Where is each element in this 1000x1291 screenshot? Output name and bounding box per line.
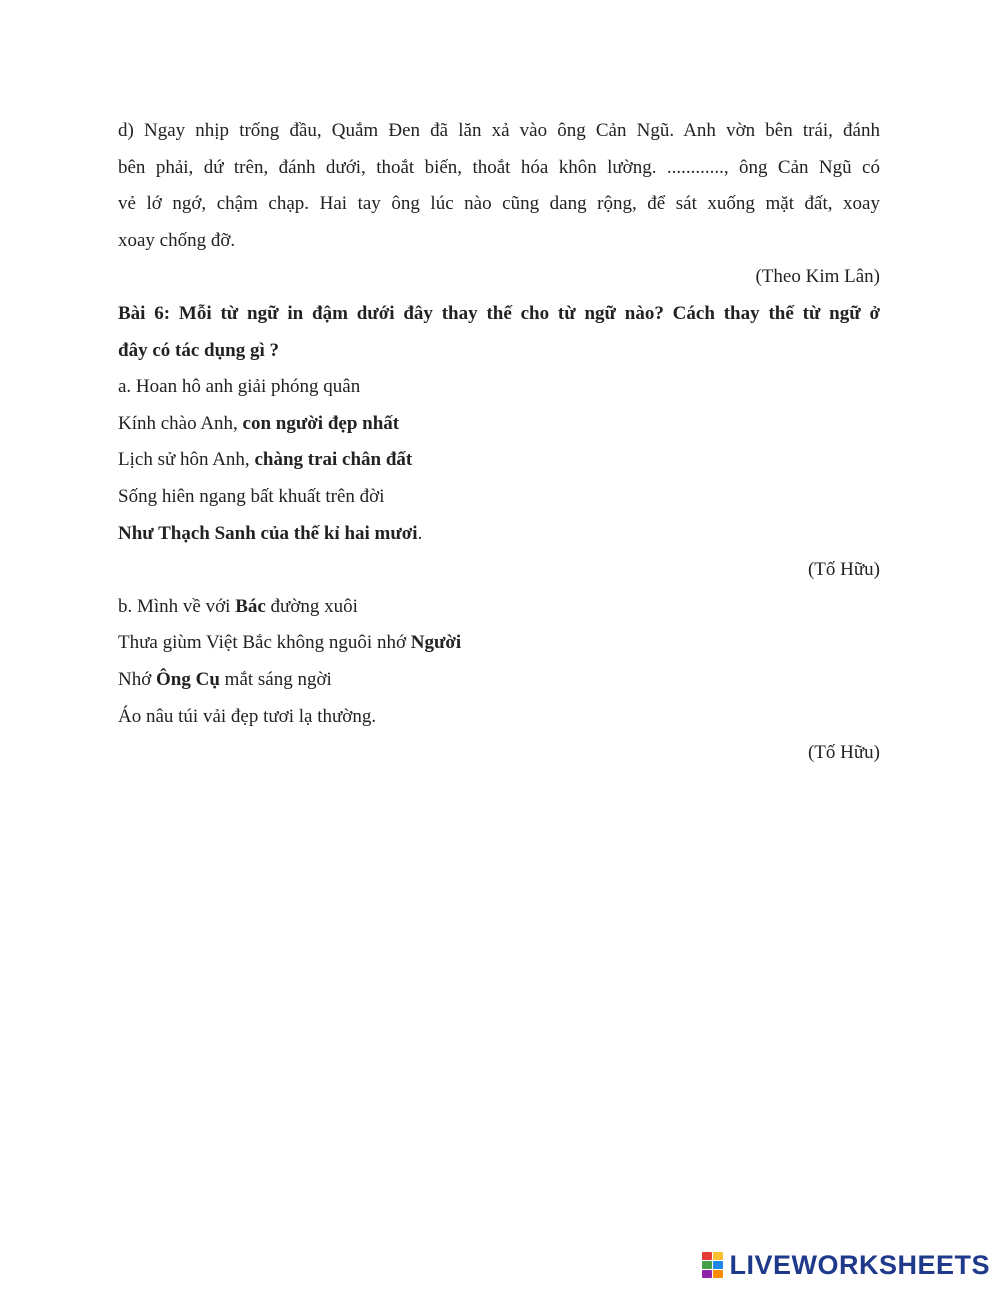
logo-block (713, 1252, 723, 1260)
poem-b (118, 589, 880, 772)
logo-text: LIVEWORKSHEETS (729, 1249, 990, 1280)
logo-block (702, 1261, 712, 1269)
exercise-d-line-1: d) Ngay nhịp trống đầu, Quắm Đen đã lăn xả vào ông Cản Ngũ. Anh vờn bên trái, đánh (118, 120, 880, 141)
poem-a-line-2-text: Kính chào Anh, (118, 412, 243, 434)
bai6-heading-line-1: Bài 6: Mỗi từ ngữ in đậm dưới đây thay thế cho từ ngữ nào? Cách thay thế từ ngữ ở (118, 302, 880, 324)
poem-b-line-1-text: b. Mình về với (118, 595, 236, 617)
poem-b-line-2 (118, 625, 880, 662)
poem-b-line-3 (118, 662, 880, 699)
poem-a-line-3-text: Lịch sử hôn Anh, (118, 449, 255, 471)
poem-a-source: (Tố Hữu) (807, 559, 880, 581)
poem-a-line-4: Sống hiên ngang bất khuất trên đời (118, 485, 385, 507)
logo-block (702, 1270, 712, 1278)
poem-b-line-1-tail: đường xuôi (265, 595, 358, 617)
poem-a-line-2-bold: con người đẹp nhất (242, 412, 400, 434)
exercise-d-source: (Theo Kim Lân) (755, 266, 880, 288)
poem-a-line-5 (118, 516, 880, 553)
exercise-d-line-3: vẻ lớ ngớ, chậm chạp. Hai tay ông lúc nào cũng dang rộng, để sát xuống mặt đất, xoay (118, 193, 880, 215)
bai6-heading-line-2: đây có tác dụng gì ? (118, 339, 279, 361)
exercise-d-line-2: bên phải, dứ trên, đánh dưới, thoắt biến, thoắt hóa khôn lường. ............, ông Cản Ngũ có (118, 156, 880, 178)
poem-a-line-1: a. Hoan hô anh giải phóng quân (118, 376, 361, 398)
logo-block (713, 1270, 723, 1278)
logo-blocks-icon (702, 1252, 723, 1278)
poem-b-line-1 (118, 589, 880, 626)
poem-a-line-5-tail: . (417, 522, 423, 544)
poem-a-line-5-bold: Như Thạch Sanh của thế kỉ hai mươi (118, 522, 418, 544)
poem-a-line-2 (118, 406, 880, 443)
poem-b-line-2-text: Thưa giùm Việt Bắc không nguôi nhớ (118, 632, 411, 654)
poem-b-line-4: Áo nâu túi vải đẹp tươi lạ thường. (118, 705, 377, 727)
poem-a (118, 369, 880, 589)
poem-b-line-2-bold: Người (410, 632, 462, 654)
liveworksheets-logo[interactable] (702, 1245, 990, 1285)
bai6-heading (118, 296, 880, 369)
poem-b-line-3-tail: mắt sáng ngời (219, 668, 332, 690)
poem-a-line-3 (118, 442, 880, 479)
poem-b-line-1-bold: Bác (235, 595, 266, 617)
poem-b-line-3-text: Nhớ (118, 668, 157, 690)
poem-b-line-3-bold: Ông Cụ (156, 668, 220, 690)
logo-block (713, 1261, 723, 1269)
exercise-d-paragraph (118, 113, 880, 259)
worksheet-page (118, 113, 880, 772)
poem-b-source: (Tố Hữu) (807, 742, 880, 764)
poem-a-line-3-bold: chàng trai chân đất (254, 449, 413, 471)
exercise-d-line-4: xoay chống đỡ. (118, 229, 236, 251)
logo-block (702, 1252, 712, 1260)
